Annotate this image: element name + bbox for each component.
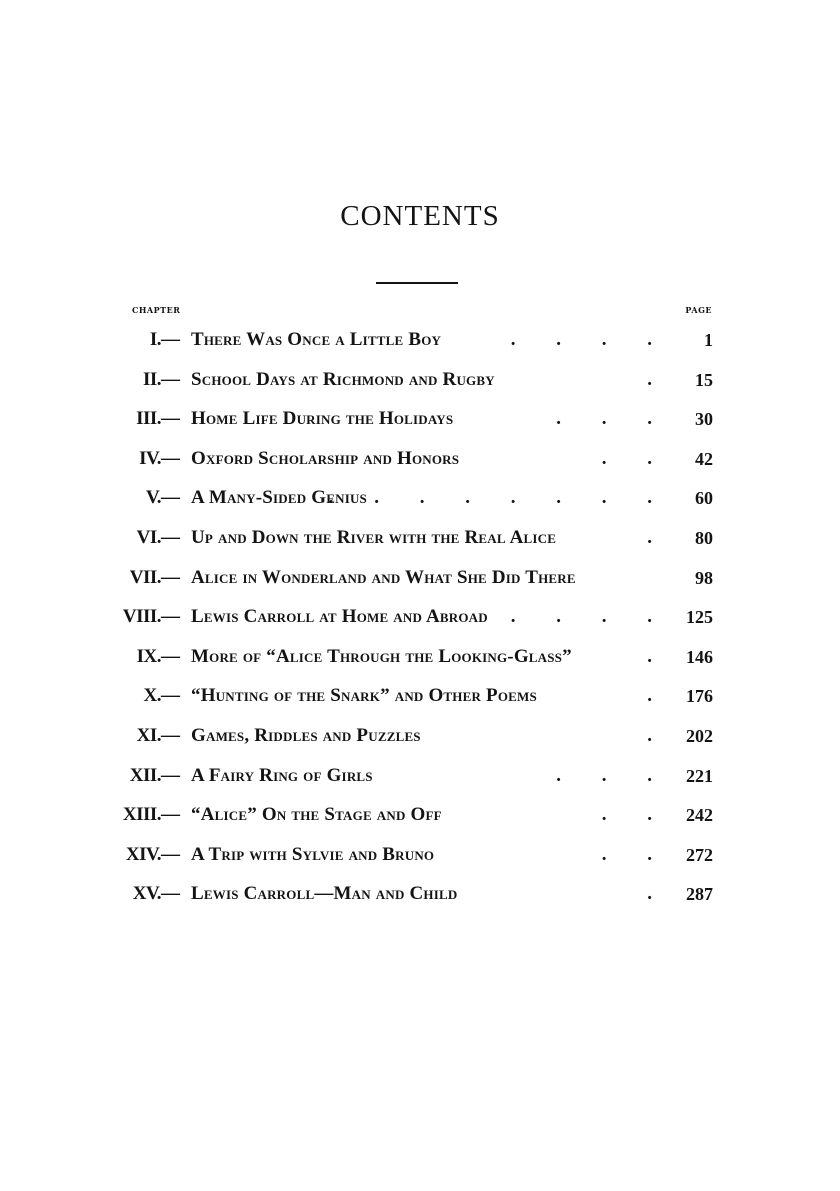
title-rule: [376, 282, 458, 284]
chapter-number: VII.: [129, 566, 161, 588]
page-number: 202: [686, 725, 713, 746]
page-number: 125: [686, 607, 713, 628]
chapter-dash: —: [161, 606, 180, 628]
toc-entry[interactable]: [0, 681, 840, 721]
chapter-title: “Alice” On the Stage and Off: [191, 804, 442, 826]
toc-entry[interactable]: [0, 523, 840, 563]
toc-entry[interactable]: [0, 800, 840, 840]
chapter-dash: —: [161, 566, 180, 588]
chapter-dash: —: [161, 685, 180, 707]
chapter-number: XII.: [129, 764, 161, 786]
chapter-number: XV.: [132, 883, 161, 905]
dot-leaders: .: [647, 368, 670, 390]
page-number: 60: [695, 488, 713, 509]
chapter-number: IX.: [136, 645, 161, 667]
page-title: CONTENTS: [340, 200, 500, 232]
chapter-title: Home Life During the Holidays: [191, 408, 454, 430]
chapter-title: Lewis Carroll—Man and Child: [191, 883, 458, 905]
toc-entry[interactable]: [0, 404, 840, 444]
chapter-dash: —: [161, 645, 180, 667]
chapter-dash: —: [161, 526, 180, 548]
page-column-label: PAGE: [685, 305, 712, 315]
page-number: 221: [686, 765, 713, 786]
chapter-dash: —: [161, 883, 180, 905]
dot-leaders: . . .: [556, 408, 670, 430]
chapter-number: XIV.: [125, 843, 161, 865]
chapter-dash: —: [161, 487, 180, 509]
toc-entry[interactable]: [0, 325, 840, 365]
page-number: 272: [686, 844, 713, 865]
toc-entry[interactable]: [0, 365, 840, 405]
chapter-number: III.: [136, 408, 161, 430]
page-number: 30: [695, 409, 713, 430]
chapter-title: Games, Riddles and Puzzles: [191, 724, 421, 746]
chapter-dash: —: [161, 724, 180, 746]
toc-entry[interactable]: [0, 483, 840, 523]
dot-leaders: .: [647, 685, 670, 707]
chapter-number: VIII.: [122, 606, 161, 628]
chapter-title: Up and Down the River with the Real Alice: [191, 526, 557, 548]
table-of-contents: [0, 325, 840, 919]
page-number: 287: [686, 884, 713, 905]
page-number: 15: [695, 369, 713, 390]
chapter-dash: —: [161, 408, 180, 430]
toc-entry[interactable]: [0, 721, 840, 761]
chapter-title: More of “Alice Through the Looking-Glass”: [191, 645, 572, 667]
chapter-dash: —: [161, 447, 180, 469]
chapter-dash: —: [161, 764, 180, 786]
page-number: 146: [686, 646, 713, 667]
chapter-number: IV.: [139, 447, 161, 469]
chapter-number: XI.: [136, 724, 161, 746]
chapter-number: I.: [149, 329, 161, 350]
toc-entry[interactable]: [0, 642, 840, 682]
toc-entry[interactable]: [0, 840, 840, 880]
page-number: 42: [695, 448, 713, 469]
chapter-number: VI.: [136, 526, 161, 548]
page-number: 1: [704, 330, 713, 350]
chapter-number: V.: [145, 487, 161, 509]
chapter-title: “Hunting of the Snark” and Other Poems: [191, 685, 537, 707]
page-number: 80: [695, 527, 713, 548]
dot-leaders: .: [647, 724, 670, 746]
dot-leaders: . . . .: [510, 329, 670, 350]
toc-entry[interactable]: [0, 444, 840, 484]
chapter-column-label: CHAPTER: [132, 305, 181, 315]
toc-entry[interactable]: [0, 879, 840, 919]
chapter-number: II.: [142, 368, 161, 390]
dot-leaders: . .: [601, 447, 670, 469]
page-number: 98: [695, 567, 713, 588]
chapter-title: Oxford Scholarship and Honors: [191, 447, 460, 469]
chapter-dash: —: [161, 843, 180, 865]
dot-leaders: .: [647, 645, 670, 667]
dot-leaders: .: [647, 883, 670, 905]
chapter-title: Lewis Carroll at Home and Abroad: [191, 606, 488, 628]
dot-leaders: . . . . . . . .: [328, 487, 670, 509]
chapter-title: A Many-Sided Genius: [191, 487, 367, 509]
chapter-title: School Days at Richmond and Rugby: [191, 368, 495, 390]
chapter-number: XIII.: [122, 804, 161, 826]
chapter-title: A Trip with Sylvie and Bruno: [191, 843, 435, 865]
page-number: 242: [686, 805, 713, 826]
toc-entry[interactable]: [0, 602, 840, 642]
dot-leaders: . .: [601, 804, 670, 826]
chapter-title: A Fairy Ring of Girls: [191, 764, 373, 786]
dot-leaders: . .: [601, 843, 670, 865]
chapter-title: Alice in Wonderland and What She Did There: [191, 566, 576, 588]
dot-leaders: . . .: [556, 764, 670, 786]
chapter-dash: —: [161, 329, 180, 350]
dot-leaders: . . . .: [510, 606, 670, 628]
dot-leaders: .: [647, 526, 670, 548]
chapter-number: X.: [143, 685, 161, 707]
chapter-dash: —: [161, 804, 180, 826]
page-number: 176: [686, 686, 713, 707]
toc-entry[interactable]: [0, 761, 840, 801]
chapter-title: There Was Once a Little Boy: [191, 329, 442, 350]
toc-entry[interactable]: [0, 563, 840, 603]
chapter-dash: —: [161, 368, 180, 390]
